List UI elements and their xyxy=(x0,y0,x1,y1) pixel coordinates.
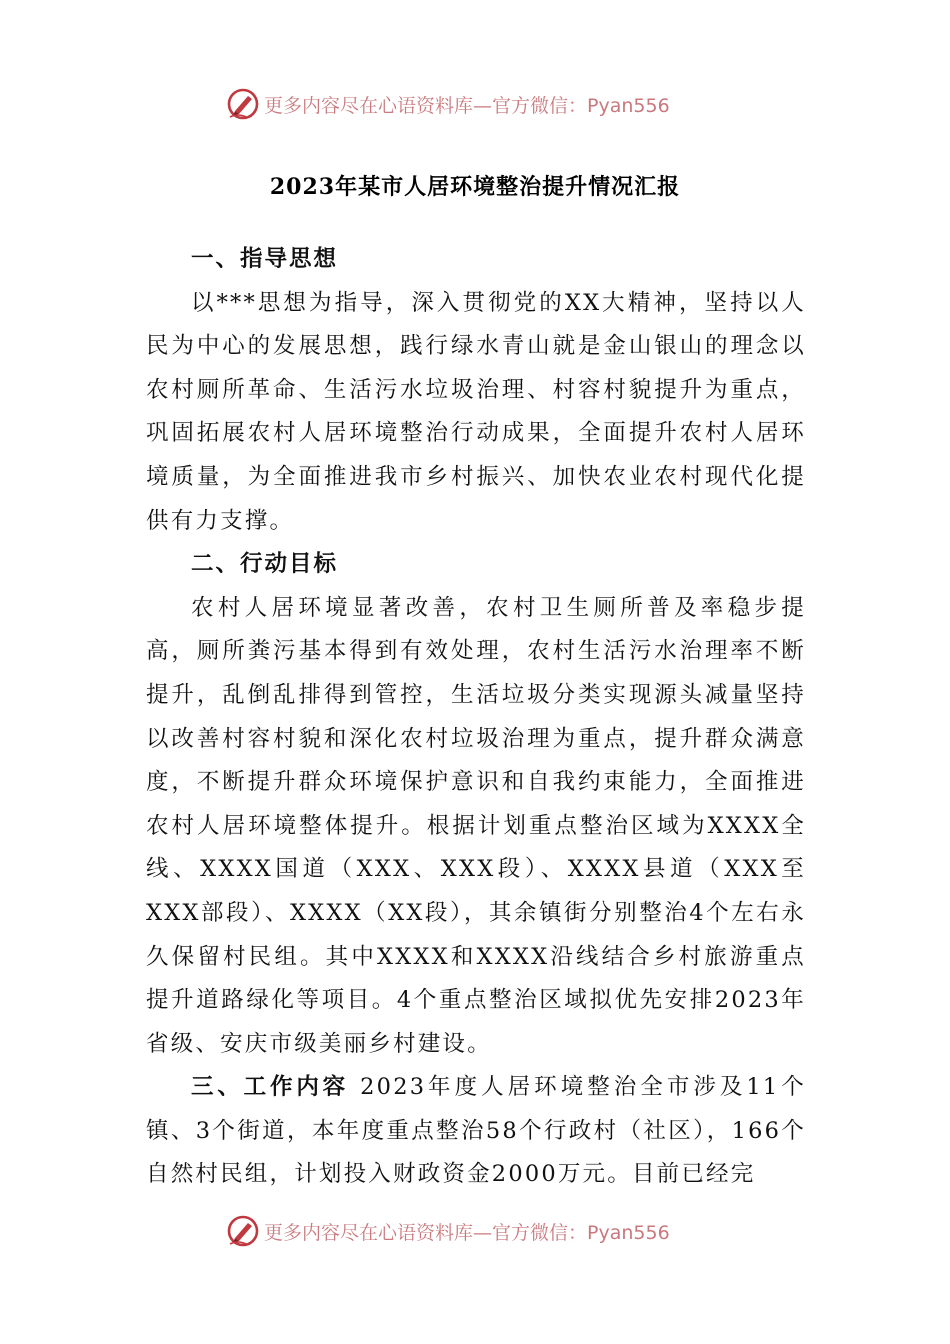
pen-logo-icon xyxy=(226,1214,260,1248)
banner-text: 更多内容尽在心语资料库—官方微信： xyxy=(264,1221,588,1244)
watermark-banner-top xyxy=(226,84,786,124)
document-title: 2023年某市人居环境整治提升情况汇报 xyxy=(269,174,681,200)
section-heading-work-content: 三、工作内容 xyxy=(191,1074,349,1101)
section-heading-guiding-thought: 一、指导思想 xyxy=(191,246,339,272)
banner-text: 更多内容尽在心语资料库—官方微信： xyxy=(264,94,588,117)
pen-logo-icon xyxy=(226,87,260,121)
section-body-work-content: 2023年度人居环境整治全市涉及11个镇、3个街道，本年度重点整治58个行政村（社区），166个自然村民组，计划投入财政资金2000万元。目前已经完 xyxy=(146,1074,806,1188)
banner-wechat-id: Pyan556 xyxy=(587,94,670,117)
watermark-banner-bottom xyxy=(226,1211,786,1251)
section-body-action-goals: 农村人居环境显著改善，农村卫生厕所普及率稳步提高，厕所粪污基本得到有效处理，农村生活污水治理率不断提升，乱倒乱排得到管控，生活垃圾分类实现源头减量坚持以改善村容村貌和深化农村垃圾治理为重点，提升群众满意度，不断提升群众环境保护意识和自我约束能力，全面推进农村人居环境整体提升。根据计划重点整治区域为XXXX全线、XXXX国道（XXX、XXX段）、XXXX县道（XXX至XXX部段）、XXXX（XX段），其余镇街分别整治4个左右永久保留村民组。其中XXXX和XXXX沿线结合乡村旅游重点提升道路绿化等项目。4个重点整治区域拟优先安排2023年省级、安庆市级美丽乡村建设。 xyxy=(146,594,806,1057)
banner-wechat-id: Pyan556 xyxy=(587,1221,670,1244)
section-heading-action-goals: 二、行动目标 xyxy=(191,551,339,578)
section-body-guiding-thought: 以***思想为指导，深入贯彻党的XX大精神，坚持以人民为中心的发展思想，践行绿水青山就是金山银山的理念以农村厕所革命、生活污水垃圾治理、村容村貌提升为重点，巩固拓展农村人居环境整治行动成果，全面提升农村人居环境质量，为全面推进我市乡村振兴、加快农业农村现代化提供有力支撑。 xyxy=(146,289,806,534)
document-body xyxy=(146,238,806,1197)
section-work-content xyxy=(146,1066,806,1197)
